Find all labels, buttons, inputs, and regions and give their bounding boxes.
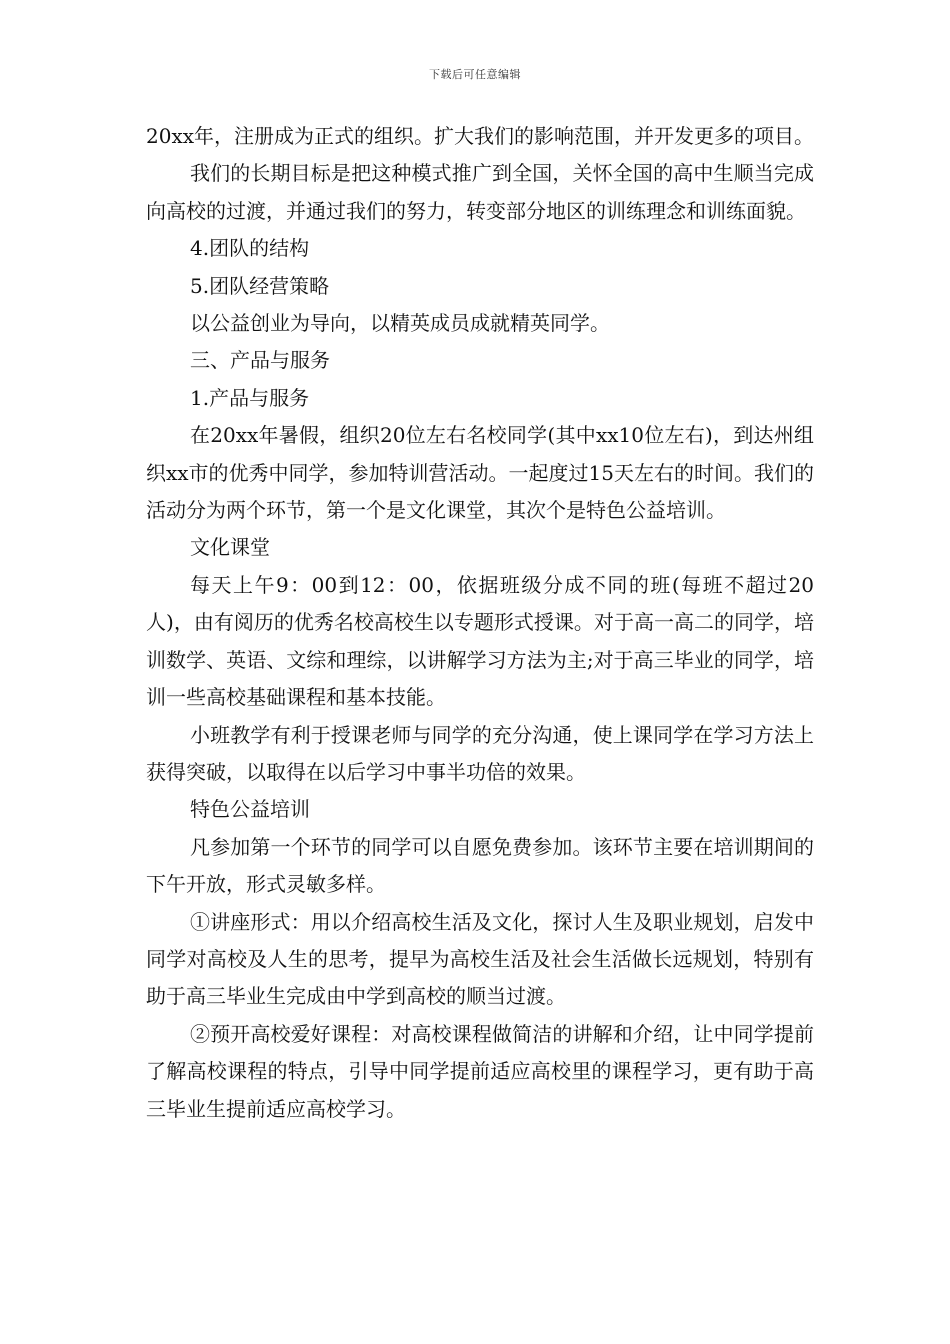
section-heading: 4.团队的结构	[190, 236, 310, 261]
document-body	[146, 118, 814, 1128]
paragraph: 在20xx年暑假，组织20位左右名校同学(其中xx10位左右)，到达州组织xx市的优秀中同学，参加特训营活动。一起度过15天左右的时间。我们的活动分为两个环节，第一个是文化课堂，其次个是特色公益培训。	[146, 423, 815, 523]
paragraph: 小班教学有利于授课老师与同学的充分沟通，使上课同学在学习方法上获得突破，以取得在以后学习中事半功倍的效果。	[146, 722, 814, 784]
subsection-heading: 文化课堂	[190, 535, 270, 560]
page-header-note: 下载后可任意编辑	[429, 68, 521, 81]
section-heading: 三、产品与服务	[190, 348, 330, 373]
paragraph: 我们的长期目标是把这种模式推广到全国，关怀全国的高中生顺当完成向高校的过渡，并通过我们的努力，转变部分地区的训练理念和训练面貌。	[146, 161, 814, 223]
subsection-heading: 特色公益培训	[190, 797, 310, 822]
list-item: ②预开高校爱好课程：对高校课程做简洁的讲解和介绍，让中同学提前了解高校课程的特点，引导中同学提前适应高校里的课程学习，更有助于高三毕业生提前适应高校学习。	[146, 1021, 814, 1121]
paragraph: 20xx年，注册成为正式的组织。扩大我们的影响范围，并开发更多的项目。	[146, 124, 815, 148]
section-heading: 5.团队经营策略	[190, 273, 330, 298]
paragraph: 以公益创业为导向，以精英成员成就精英同学。	[190, 311, 610, 336]
section-heading: 1.产品与服务	[190, 385, 310, 410]
paragraph: 凡参加第一个环节的同学可以自愿免费参加。该环节主要在培训期间的下午开放，形式灵敏多样。	[146, 834, 814, 897]
list-item: ①讲座形式：用以介绍高校生活及文化，探讨人生及职业规划，启发中同学对高校及人生的思考，提早为高校生活及社会生活做长远规划，特别有助于高三毕业生完成由中学到高校的顺当过渡。	[146, 909, 814, 1009]
paragraph: 每天上午9：00到12：00，依据班级分成不同的班(每班不超过20人)，由有阅历的优秀名校高校生以专题形式授课。对于高一高二的同学，培训数学、英语、文综和理综，以讲解学习方法为主;对于高三毕业的同学，培训一些高校基础课程和基本技能。	[146, 572, 814, 710]
